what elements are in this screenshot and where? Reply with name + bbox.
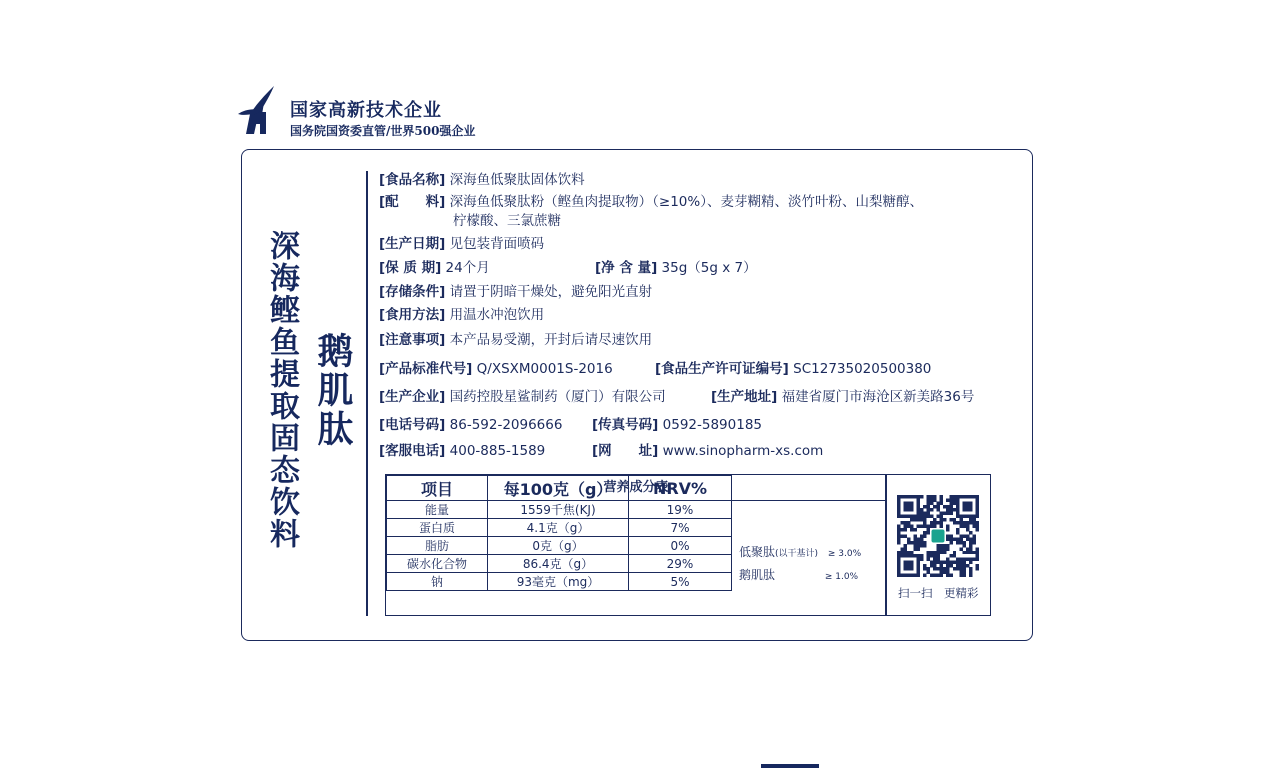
info-label: [保 质 期] (379, 260, 442, 276)
table-row (387, 519, 732, 537)
info-row-ingredients (379, 190, 923, 210)
info-label: [食用方法] (379, 307, 446, 323)
info-row-storage (379, 280, 652, 300)
divider-line (366, 171, 368, 616)
info-value: www.sinopharm-xs.com (662, 443, 824, 459)
info-value: 用温水冲泡饮用 (449, 307, 545, 323)
info-label: [注意事项] (379, 332, 446, 348)
info-value: 请置于阴暗干燥处，避免阳光直射 (449, 284, 653, 300)
info-label: [净 含 量] (595, 260, 658, 276)
info-row-fax (592, 413, 762, 433)
table-cell: 脂肪 (387, 537, 488, 555)
info-row-notice (379, 328, 652, 348)
info-label: [配 料] (379, 194, 446, 210)
product-subtitle: 鹅肌肽 (312, 332, 354, 449)
qr-caption: 扫一扫 更精彩 (898, 586, 979, 600)
info-row-maker (379, 385, 666, 405)
info-label: [食品名称] (379, 172, 446, 188)
table-row (387, 501, 732, 519)
company-title: 国家高新技术企业 (290, 100, 442, 121)
peptide-name: 低聚肽 (739, 545, 776, 559)
nutrition-table (386, 475, 732, 591)
info-row-name (379, 168, 585, 188)
column-header: 每100克（g） (488, 476, 629, 501)
peptide-note: (以干基计) (775, 549, 819, 559)
info-label: [网 址] (592, 443, 659, 459)
info-value: 深海鱼低聚肽粉（鲣鱼肉提取物）（≥10%）、麦芽糊精、淡竹叶粉、山梨糖醇、 (449, 194, 923, 210)
anserine-value: ≥ 1.0% (824, 572, 859, 582)
info-row-phone (379, 413, 562, 433)
table-cell: 碳水化合物 (387, 555, 488, 573)
product-title: 深海鲣鱼提取固态饮料 (264, 230, 299, 550)
table-cell: 86.4克（g） (488, 555, 629, 573)
info-value: SC12735020500380 (793, 361, 932, 377)
info-value: Q/XSXM0001S-2016 (476, 361, 613, 377)
info-row-standard (379, 357, 613, 377)
info-value: 0592-5890185 (662, 417, 762, 433)
table-cell: 0% (629, 537, 732, 555)
info-value: 35g（5g x 7） (661, 260, 757, 276)
info-value: 24个月 (445, 260, 490, 276)
info-row-ingredients-cont: 柠檬酸、三氯蔗糖 (453, 213, 561, 229)
info-value: 86-592-2096666 (449, 417, 563, 433)
peptide-value: ≥ 3.0% (827, 549, 862, 559)
anserine-content (739, 566, 858, 583)
info-label: [产品标准代号] (379, 361, 473, 377)
anserine-name: 鹅肌肽 (739, 568, 776, 582)
nutrition-title: 营养成分表 (386, 475, 886, 501)
info-label: [生产日期] (379, 236, 446, 252)
table-cell: 29% (629, 555, 732, 573)
info-label: [生产地址] (711, 389, 778, 405)
company-subtitle: 国务院国资委直管/世界500强企业 (290, 124, 476, 138)
info-label: [存储条件] (379, 284, 446, 300)
table-cell: 4.1克（g） (488, 519, 629, 537)
info-row-service (379, 439, 545, 459)
info-label: [传真号码] (592, 417, 659, 433)
info-value: 见包装背面喷码 (449, 236, 545, 252)
table-cell: 钠 (387, 573, 488, 591)
column-header: 项目 (387, 476, 488, 501)
table-cell: 能量 (387, 501, 488, 519)
bottom-accent-bar (761, 764, 819, 768)
info-label: [电话号码] (379, 417, 446, 433)
table-cell: 蛋白质 (387, 519, 488, 537)
table-header-row (387, 476, 732, 501)
info-row-usage (379, 303, 544, 323)
info-row-date (379, 232, 544, 252)
info-value: 深海鱼低聚肽固体饮料 (449, 172, 585, 188)
info-value: 400-885-1589 (449, 443, 546, 459)
table-cell: 93毫克（mg） (488, 573, 629, 591)
peptide-content (739, 543, 861, 560)
table-row (387, 555, 732, 573)
info-label: [生产企业] (379, 389, 446, 405)
info-value: 本产品易受潮，开封后请尽速饮用 (449, 332, 653, 348)
table-cell: 5% (629, 573, 732, 591)
info-row-net (595, 256, 757, 276)
info-label: [客服电话] (379, 443, 446, 459)
info-value: 福建省厦门市海沧区新美路36号 (781, 389, 975, 405)
info-row-license (655, 357, 931, 377)
info-row-website (592, 439, 823, 459)
table-cell: 1559千焦(KJ) (488, 501, 629, 519)
qr-divider (885, 475, 887, 615)
table-cell: 0克（g） (488, 537, 629, 555)
qr-code-icon (897, 495, 979, 577)
table-row (387, 573, 732, 591)
table-cell: 7% (629, 519, 732, 537)
info-row-shelf (379, 256, 490, 276)
info-value: 国药控股星鲨制药（厦门）有限公司 (449, 389, 666, 405)
column-header: NRV% (629, 476, 732, 501)
info-row-address (711, 385, 974, 405)
info-label: [食品生产许可证编号] (655, 361, 789, 377)
company-flame-logo-icon (236, 84, 280, 136)
table-row (387, 537, 732, 555)
table-cell: 19% (629, 501, 732, 519)
